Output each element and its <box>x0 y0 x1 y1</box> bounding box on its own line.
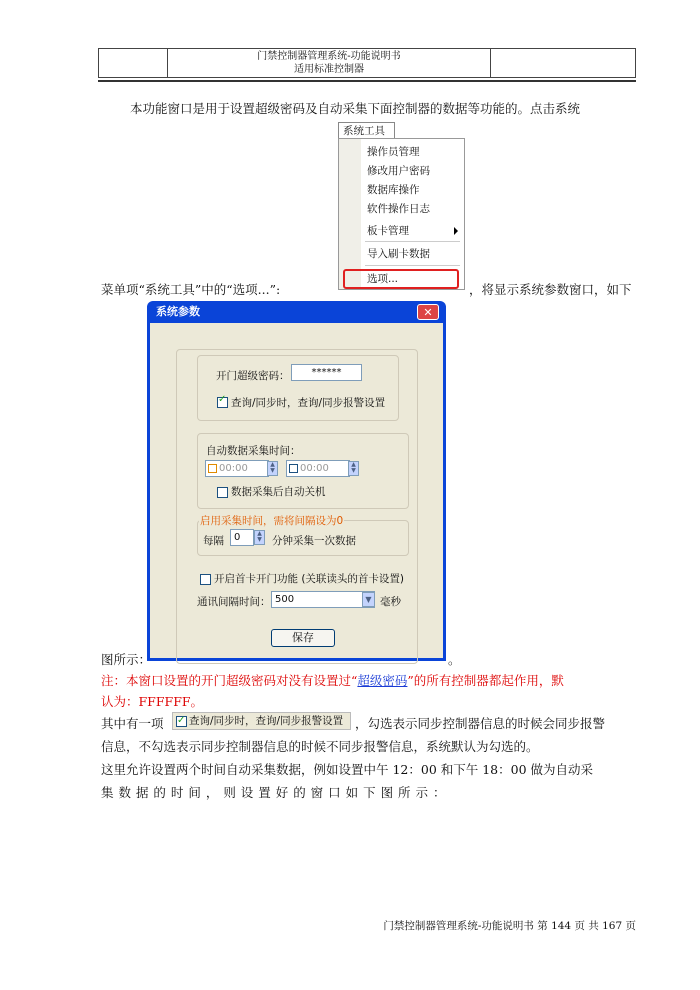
every-label: 每隔 <box>203 535 224 547</box>
every-suffix: 分钟采集一次数据 <box>272 535 356 547</box>
intro-text: 本功能窗口是用于设置超级密码及自动采集下面控制器的数据等功能的。点击系统 <box>130 101 581 116</box>
menu-line-suffix: ，将显示系统参数窗口，如下 <box>469 282 632 297</box>
chevron-down-icon[interactable]: ▼ <box>362 592 375 607</box>
every-input[interactable]: 0 <box>230 529 254 546</box>
close-icon[interactable]: ✕ <box>417 304 439 320</box>
first-card-label: 开启首卡开门功能 (关联读头的首卡设置) <box>214 573 405 585</box>
first-card-checkbox[interactable] <box>200 574 211 585</box>
time2-checkbox[interactable] <box>289 464 298 473</box>
time1-spinner[interactable]: ▲ ▼ <box>267 461 278 476</box>
sync-alarm-label: 查询/同步时，查询/同步报警设置 <box>231 397 386 409</box>
time1-input[interactable]: 00:00 <box>205 460 269 477</box>
comm-interval-label: 通讯间隔时间： <box>197 596 271 608</box>
note-line1: 注：本窗口设置的开门超级密码对没有设置过“超级密码”的所有控制器都起作用，默 <box>101 673 564 688</box>
page-footer: 门禁控制器管理系统-功能说明书 第 144 页 共 167 页 <box>383 920 636 932</box>
inline-checkbox-icon <box>176 716 187 727</box>
auto-shutdown-checkbox[interactable] <box>217 487 228 498</box>
every-spinner[interactable]: ▲ ▼ <box>254 530 265 545</box>
menu-item-database[interactable]: 数据库操作 <box>367 184 420 196</box>
inline-sync-checkbox: ✓ 查询/同步时，查询/同步报警设置 <box>172 712 351 730</box>
menu-title[interactable]: 系统工具 <box>338 122 395 139</box>
time2-spinner[interactable]: ▲ ▼ <box>348 461 359 476</box>
figure-caption: 图所示： <box>101 652 152 667</box>
super-password-link[interactable]: 超级密码 <box>357 673 408 688</box>
super-password-input[interactable]: ****** <box>291 364 362 381</box>
save-button[interactable]: 保存 <box>271 629 335 647</box>
comm-interval-select[interactable]: 500 <box>271 591 375 608</box>
menu-item-change-password[interactable]: 修改用户密码 <box>367 165 430 177</box>
note-line2: 认为：FFFFFF。 <box>101 694 204 709</box>
auto-line1: 这里允许设置两个时间自动采集数据，例如设置中午 12：00 和下午 18：00 做为自动采 <box>101 762 594 777</box>
auto-line2: 集 数 据 的 时 间 ， 则 设 置 好 的 窗 口 如 下 图 所 示 ： <box>101 785 446 800</box>
options-highlight <box>343 269 459 289</box>
figure-end: 。 <box>448 652 461 667</box>
super-password-label: 开门超级密码： <box>216 370 290 382</box>
comm-interval-unit: 毫秒 <box>380 596 401 608</box>
dialog-titlebar <box>150 301 443 323</box>
interval-note: 启用采集时间，需将间隔设为0 <box>200 515 344 527</box>
sync-suffix: ，勾选表示同步控制器信息的时候会同步报警 <box>355 716 606 731</box>
header-title: 门禁控制器管理系统-功能说明书 <box>257 51 401 62</box>
sync-alarm-checkbox[interactable] <box>217 397 228 408</box>
menu-line-prefix: 菜单项“系统工具”中的“选项...”: <box>101 282 281 297</box>
page-header <box>98 48 636 78</box>
menu-dropdown <box>338 138 465 290</box>
menu-separator <box>365 265 460 266</box>
auto-collect-label: 自动数据采集时间： <box>206 445 301 457</box>
menu-item-operator[interactable]: 操作员管理 <box>367 146 420 158</box>
submenu-arrow-icon <box>454 227 458 235</box>
dialog-title: 系统参数 <box>156 305 200 318</box>
sync-line2: 信息，不勾选表示同步控制器信息的时候不同步报警信息，系统默认为勾选的。 <box>101 739 539 754</box>
menu-item-log[interactable]: 软件操作日志 <box>367 203 430 215</box>
menu-separator <box>365 241 460 242</box>
time2-input[interactable]: 00:00 <box>286 460 350 477</box>
sync-prefix: 其中有一项 <box>101 716 164 731</box>
system-tools-menu <box>338 122 465 290</box>
header-subtitle: 适用标准控制器 <box>294 64 364 75</box>
auto-shutdown-label: 数据采集后自动关机 <box>231 486 326 498</box>
menu-item-card-manage[interactable]: 板卡管理 <box>367 225 409 237</box>
menu-item-options[interactable]: 选项... <box>367 273 399 285</box>
system-params-dialog <box>147 301 446 661</box>
time1-checkbox[interactable] <box>208 464 217 473</box>
header-rule <box>98 80 636 82</box>
menu-item-import[interactable]: 导入刷卡数据 <box>367 248 430 260</box>
dialog-client <box>150 323 443 658</box>
